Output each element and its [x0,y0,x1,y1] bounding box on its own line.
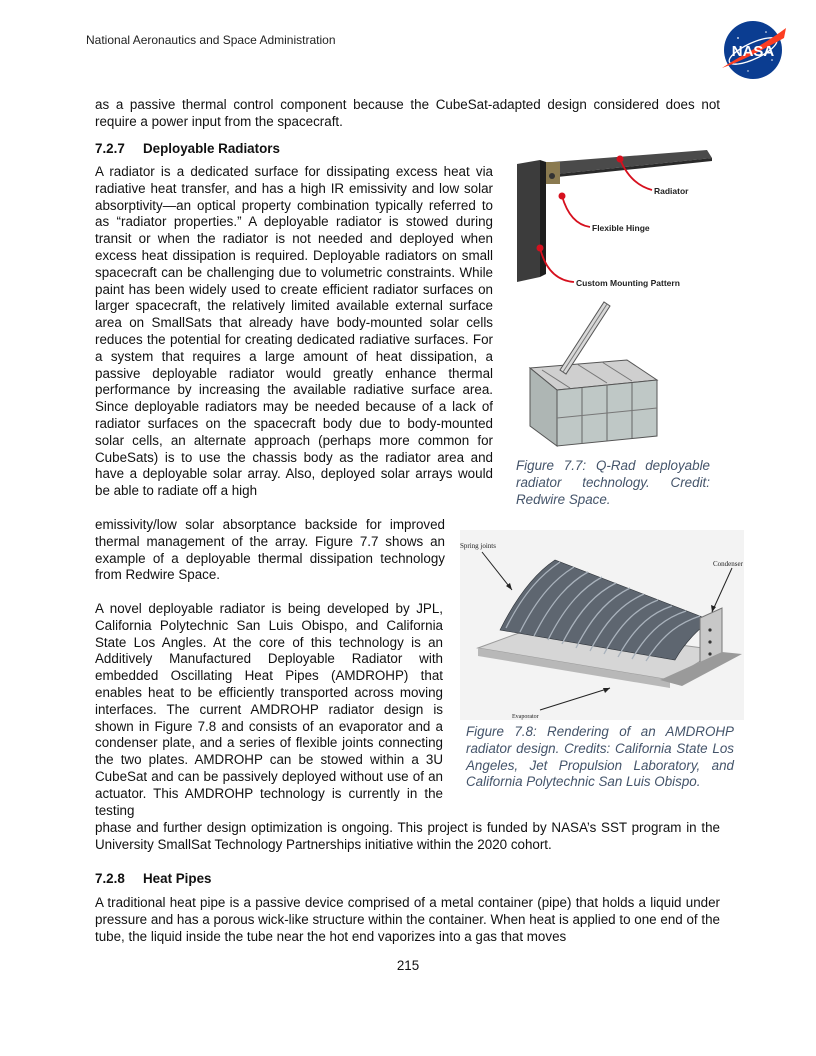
label-evaporator: Evaporator [512,714,539,720]
section-heading-728 [95,871,211,886]
figure-7-8-caption: Figure 7.8: Rendering of an AMDROHP radiator design. Credits: California State Los Angeles, Jet Propulsion Laboratory, and California Polytechnic San Luis Obispo. [466,724,734,790]
section-number: 7.2.7 [95,141,125,156]
figure-7-8-amdrohp-render [460,530,744,720]
label-spring-joints: Spring joints [460,542,496,550]
section-number: 7.2.8 [95,871,125,886]
label-custom-mounting-pattern: Custom Mounting Pattern [576,278,680,288]
intro-paragraph: as a passive thermal control component because the CubeSat-adapted design considered does not require a power input from the spacecraft. [95,97,720,129]
label-radiator: Radiator [654,186,689,196]
figure-7-7-chassis-render [522,298,662,450]
page-number: 215 [396,958,420,973]
figure-7-7-qrad-diagram [512,142,722,292]
radiator-paragraph: A radiator is a dedicated surface for dissipating excess heat via radiative heat transfer, and has a high IR emissivity and low solar absorptivity—an optical property combination typically referred to as “radiator properties.” A deployable radiator is stowed during transit or when the radiator is not needed and deployed when excess heat dissipation is required. Deployable radiators on small spacecraft can be challenging due to volumetric constraints. While paint has been widely used to create efficient radiator surfaces on larger spacecraft, the relatively limited available external surface area on SmallSats that already have body-mounted solar cells reduces the potential for creating dedicated radiative surfaces. For a system that requires a large amount of heat dissipation, a passive deployable radiator would greatly enhance thermal performance by increasing the available radiative surface area. Since deployable radiators may be needed because of a lack of radiator surfaces on the spacecraft body due to body-mounted solar cells, an alternate approach (perhaps more common for CubeSats) is to use the chassis body as the radiator area and have a deployable solar array. Also, deployed solar arrays would be able to radiate off a high [95,164,493,499]
amdrohp-paragraph-tail: phase and further design optimization is ongoing. This project is funded by NASA’s SST program in the University SmallSat Technology Partnerships initiative within the 2020 cohort. [95,820,720,852]
label-condenser: Condenser [713,560,743,568]
radiator-paragraph-tail: emissivity/low solar absorptance backside for improved thermal management of the array. Figure 7.7 shows an example of a deployable thermal dissipation technology from Redwire Space. [95,517,445,583]
figure-7-7-caption: Figure 7.7: Q-Rad deployable radiator technology. Credit: Redwire Space. [516,458,710,507]
amdrohp-paragraph: A novel deployable radiator is being developed by JPL, California Polytechnic San Luis Obispo, and California State Los Angles. At the core of this technology is an Additively Manufactured Deployable Radiator with embedded Oscillating Heat Pipes (AMDROHP) that enables heat to be efficiently transported across moving interfaces. The current AMDROHP radiator design is shown in Figure 7.8 and consists of an evaporator and a condenser plate, and a series of flexible joints connecting the two plates. AMDROHP can be stowed within a 3U CubeSat and can be passively deployed without use of an actuator. This AMDROHP technology is currently in the testing [95,601,443,818]
nasa-logo-text: NASA [731,43,775,60]
section-title: Deployable Radiators [143,141,280,156]
nasa-logo [718,16,788,82]
section-heading-727 [95,141,280,156]
label-flexible-hinge: Flexible Hinge [592,223,650,233]
section-title: Heat Pipes [143,871,212,886]
header-organization: National Aeronautics and Space Administration [86,33,336,47]
heat-pipes-paragraph: A traditional heat pipe is a passive device comprised of a metal container (pipe) that holds a liquid under pressure and has a porous wick-like structure within the container. When heat is applied to one end of the tube, the liquid inside the tube near the hot end vaporizes into a gas that moves [95,895,720,944]
